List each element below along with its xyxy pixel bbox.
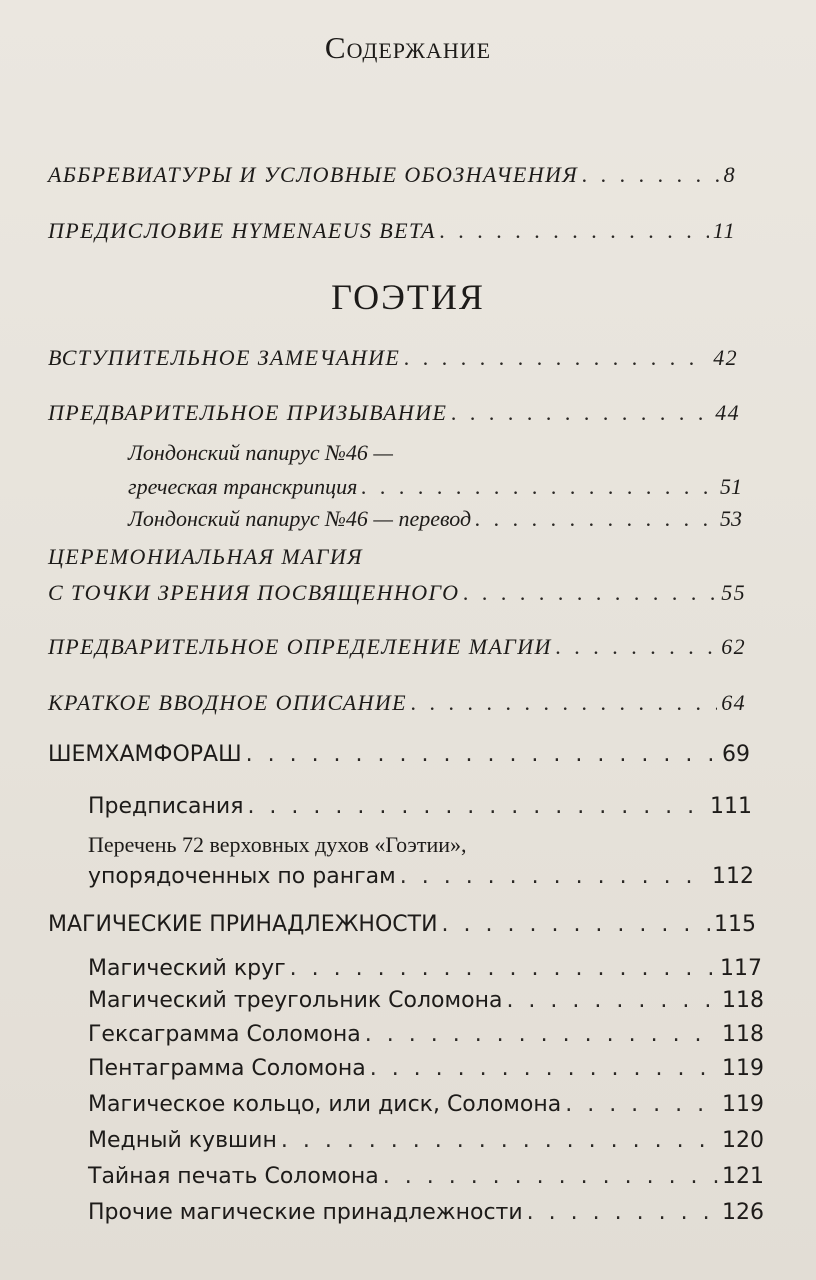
toc-entry-text: С ТОЧКИ ЗРЕНИЯ ПОСВЯЩЕННОГО xyxy=(48,580,460,605)
toc-entry-text: Тайная печать Соломона xyxy=(88,1164,379,1189)
toc-page-number: 115 xyxy=(714,912,756,937)
toc-page-number: 55 xyxy=(721,580,746,605)
toc-entry-text: АББРЕВИАТУРЫ И УСЛОВНЫЕ ОБОЗНАЧЕНИЯ xyxy=(48,162,579,187)
toc-page-number: 120 xyxy=(722,1128,764,1153)
toc-entry-text: греческая транскрипция xyxy=(128,474,358,499)
toc-entry-shemhamphorash xyxy=(48,742,750,767)
toc-entry-text: упорядоченных по рангам xyxy=(88,864,396,889)
toc-entry-abbreviations xyxy=(48,162,736,188)
leader-dots xyxy=(442,912,710,937)
toc-subentry-papyrus-transcription xyxy=(128,474,742,500)
toc-entry-text: Гексаграмма Соломона xyxy=(88,1022,361,1047)
toc-page-number: 119 xyxy=(722,1056,764,1081)
toc-entry-brief-description xyxy=(48,690,746,716)
toc-subentry-magic-triangle xyxy=(88,988,764,1013)
toc-page-number: 8 xyxy=(723,162,736,187)
leader-dots xyxy=(246,742,718,767)
toc-entry-text: Пентаграмма Соломона xyxy=(88,1056,366,1081)
toc-entry-ceremonial-line1: ЦЕРЕМОНИАЛЬНАЯ МАГИЯ xyxy=(48,544,363,569)
leader-dots xyxy=(475,506,716,532)
toc-subentry-pentagram xyxy=(88,1056,764,1081)
toc-entry-text: Предписания xyxy=(88,794,244,819)
toc-entry-text: МАГИЧЕСКИЕ ПРИНАДЛЕЖНОСТИ xyxy=(48,912,438,937)
toc-subentry-magic-circle xyxy=(88,956,762,981)
toc-entry-text: Магическое кольцо, или диск, Соломона xyxy=(88,1092,562,1117)
leader-dots xyxy=(411,690,717,716)
leader-dots xyxy=(565,1092,718,1117)
toc-subentry-prescriptions xyxy=(88,794,752,819)
toc-page-number: 121 xyxy=(722,1164,764,1189)
toc-page-number: 69 xyxy=(722,742,750,767)
toc-page-number: 62 xyxy=(721,634,746,659)
toc-page-number: 51 xyxy=(720,474,742,499)
toc-entry-text: Медный кувшин xyxy=(88,1128,277,1153)
toc-entry-text: Лондонский папирус №46 — перевод xyxy=(128,506,472,531)
toc-subentry-other-implements xyxy=(88,1200,764,1225)
toc-page-number: 126 xyxy=(722,1200,764,1225)
toc-subentry-papyrus-line1: Лондонский папирус №46 — xyxy=(128,440,393,465)
toc-entry-text: ПРЕДВАРИТЕЛЬНОЕ ОПРЕДЕЛЕНИЕ МАГИИ xyxy=(48,634,552,659)
toc-page-number: 53 xyxy=(720,506,742,531)
leader-dots xyxy=(404,345,709,371)
toc-subentry-secret-seal xyxy=(88,1164,764,1189)
toc-entry-introductory-note xyxy=(48,345,738,371)
leader-dots xyxy=(582,162,719,188)
toc-page-number: 42 xyxy=(713,345,738,370)
toc-subentry-spirits xyxy=(88,864,754,889)
toc-subentry-magic-ring xyxy=(88,1092,764,1117)
toc-entry-preface xyxy=(48,218,736,244)
leader-dots xyxy=(400,864,708,889)
toc-page-number: 64 xyxy=(721,690,746,715)
toc-entry-text: Прочие магические принадлежности xyxy=(88,1200,523,1225)
toc-entry-magical-implements xyxy=(48,912,756,937)
leader-dots xyxy=(506,988,718,1013)
leader-dots xyxy=(361,474,716,500)
toc-entry-text: ШЕМХАМФОРАШ xyxy=(48,742,242,767)
toc-page-number: 117 xyxy=(720,956,762,981)
leader-dots xyxy=(527,1200,718,1225)
leader-dots xyxy=(463,580,717,606)
leader-dots xyxy=(440,218,709,244)
toc-entry-definition-of-magic xyxy=(48,634,746,660)
toc-entry-preliminary-invocation xyxy=(48,400,740,426)
leader-dots xyxy=(383,1164,718,1189)
toc-entry-text: Магический круг xyxy=(88,956,286,981)
toc-page-number: 111 xyxy=(710,794,752,819)
leader-dots xyxy=(556,634,717,660)
toc-subentry-spirits-line1: Перечень 72 верховных духов «Гоэтии», xyxy=(88,832,467,857)
leader-dots xyxy=(451,400,711,426)
toc-entry-text: КРАТКОЕ ВВОДНОЕ ОПИСАНИЕ xyxy=(48,690,408,715)
contents-title: Содержание xyxy=(324,30,492,65)
leader-dots xyxy=(290,956,716,981)
toc-page-number: 119 xyxy=(722,1092,764,1117)
toc-subentry-hexagram xyxy=(88,1022,764,1047)
toc-subentry-papyrus-translation xyxy=(128,506,742,532)
toc-subentry-brass-vessel xyxy=(88,1128,764,1153)
leader-dots xyxy=(281,1128,718,1153)
section-title: ГОЭТИЯ xyxy=(331,277,485,317)
toc-entry-text: Магический треугольник Соломона xyxy=(88,988,503,1013)
toc-page-number: 11 xyxy=(712,218,736,243)
toc-page-number: 44 xyxy=(715,400,740,425)
toc-entry-text: ПРЕДВАРИТЕЛЬНОЕ ПРИЗЫВАНИЕ xyxy=(48,400,448,425)
toc-page-number: 118 xyxy=(722,1022,764,1047)
toc-entry-text: ВСТУПИТЕЛЬНОЕ ЗАМЕЧАНИЕ xyxy=(48,345,401,370)
toc-page-number: 118 xyxy=(722,988,764,1013)
leader-dots xyxy=(247,794,706,819)
toc-entry-text: ПРЕДИСЛОВИЕ HYMENAEUS BETA xyxy=(48,218,436,243)
leader-dots xyxy=(370,1056,718,1081)
leader-dots xyxy=(365,1022,718,1047)
toc-entry-ceremonial-magic xyxy=(48,580,746,606)
toc-page-number: 112 xyxy=(712,864,754,889)
